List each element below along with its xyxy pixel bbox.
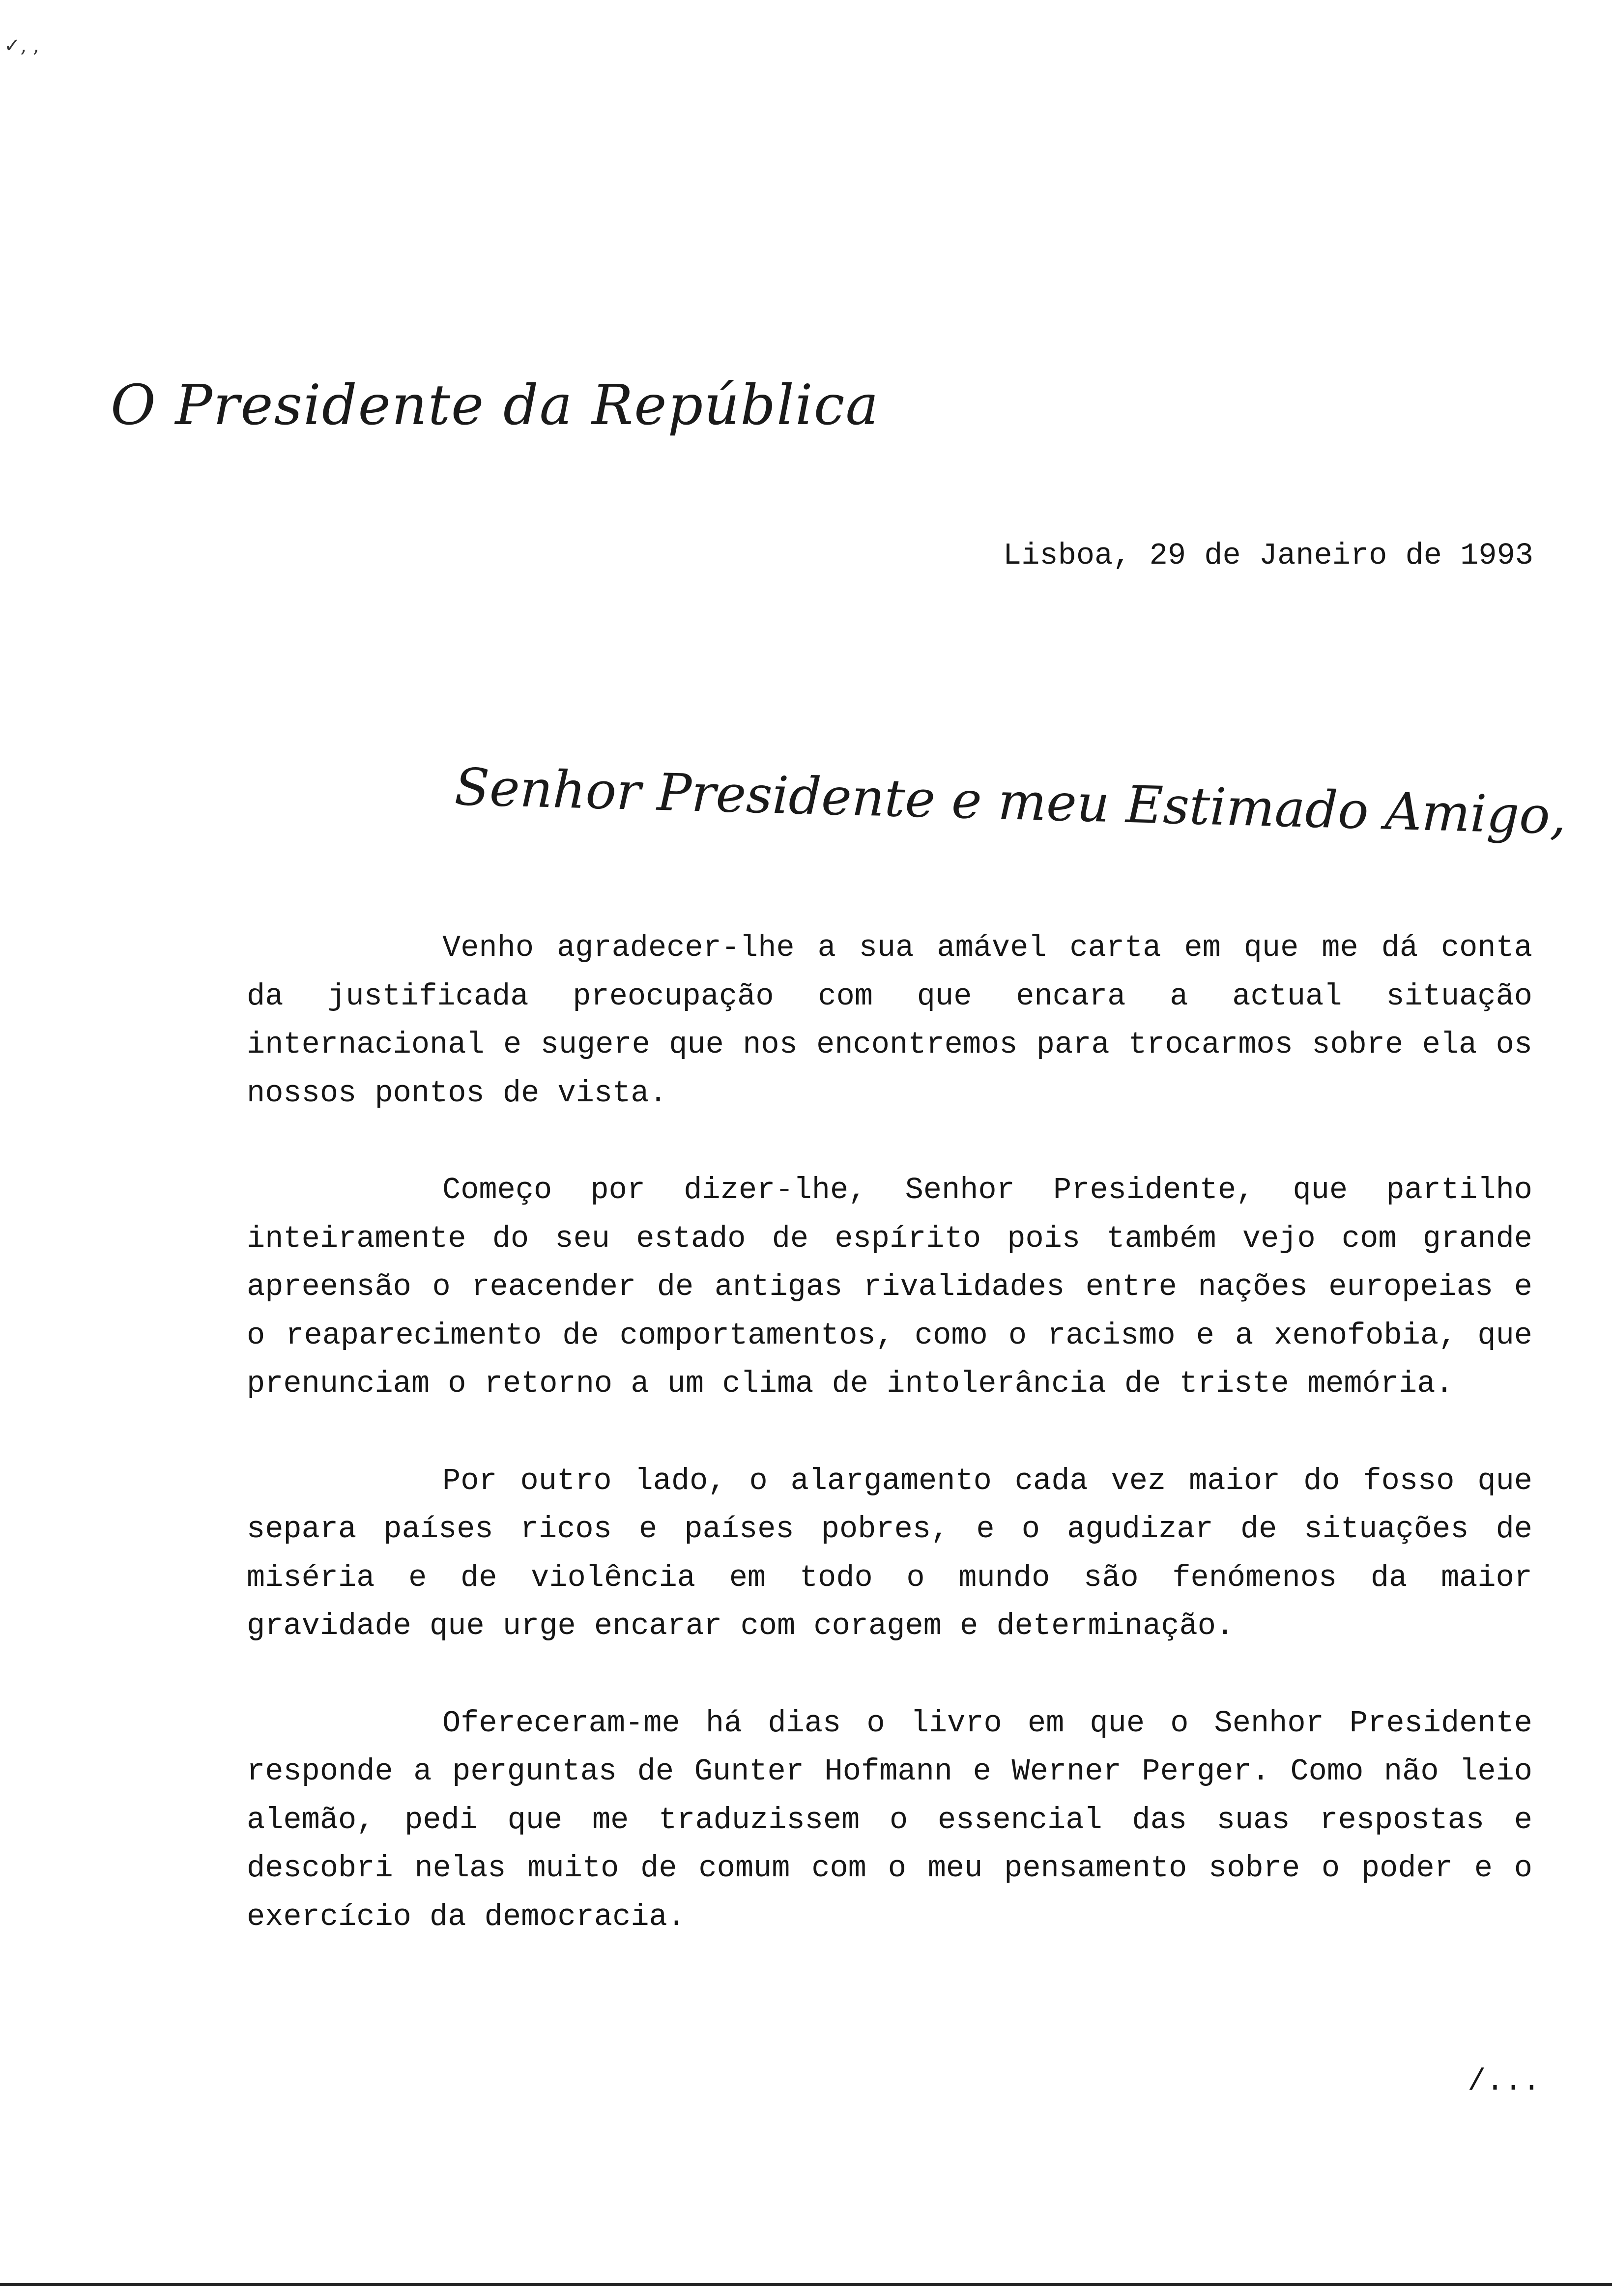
paragraph-4: Ofereceram-me há dias o livro em que o Senhor Presidente responde a perguntas de Gunter Hofmann e Werner Perger. Como não leio alemão, pedi que me traduzissem o essencial das suas respostas e descobri nelas muito de comum com o meu pensamento sobre o poder e o exercício da democracia. (247, 1705, 1532, 1934)
continued-marker: /... (1468, 2064, 1541, 2099)
letterhead-title: O Presidente da República (111, 373, 880, 437)
paragraph-2: Começo por dizer-lhe, Senhor Presidente, que partilho inteiramente do seu estado de espírito pois também vejo com grande apreensão o reacender de antigas rivalidades entre nações europeias e o reaparecimento de comportamentos, como o racismo e a xenofobia, que prenunciam o retorno a um clima de intolerância de triste memória. (247, 1173, 1532, 1401)
place-date: Lisboa, 29 de Janeiro de 1993 (1003, 538, 1533, 573)
scan-mark: ✓, , (4, 34, 39, 57)
paragraph-3: Por outro lado, o alargamento cada vez maior do fosso que separa países ricos e países pobres, e o agudizar de situações de miséria e de violência em todo o mundo são fenómenos da maior gravidade que urge encarar com coragem e determinação. (247, 1463, 1532, 1643)
paragraph-1: Venho agradecer-lhe a sua amável carta em que me dá conta da justificada preocupação com que encara a actual situação internacional e sugere que nos encontremos para trocarmos sobre ela os nossos pontos de vista. (247, 930, 1532, 1111)
bottom-edge-rule (0, 2283, 1612, 2286)
letter-body (247, 924, 1532, 1990)
handwritten-salutation: Senhor Presidente e meu Estimado Amigo, (454, 757, 1567, 846)
